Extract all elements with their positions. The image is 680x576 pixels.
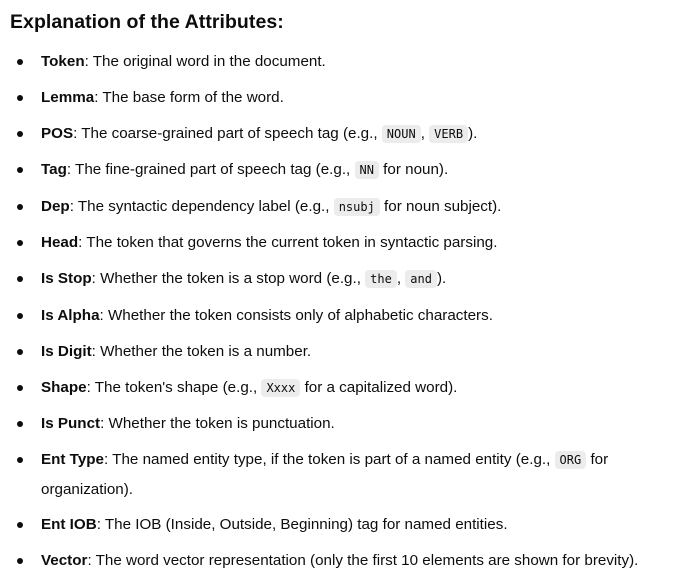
bullet-icon	[17, 240, 23, 246]
section-heading: Explanation of the Attributes:	[10, 11, 284, 33]
attribute-description: : Whether the token is a stop word (e.g.,	[91, 270, 366, 287]
inline-code: and	[405, 270, 437, 288]
attribute-term: Ent Type	[41, 451, 105, 468]
bullet-icon	[17, 421, 23, 427]
list-item-text	[41, 301, 493, 330]
bullet-icon	[17, 204, 23, 210]
list-item-text	[41, 264, 446, 294]
attribute-term: Is Stop	[41, 270, 92, 287]
inline-code: the	[365, 270, 397, 288]
bullet-icon	[17, 313, 23, 319]
attribute-description: : The fine-grained part of speech tag (e.g.,	[66, 161, 355, 178]
description-text: ,	[396, 270, 406, 287]
attribute-description: : Whether the token is a number.	[91, 343, 312, 360]
bullet-icon	[17, 349, 23, 355]
attribute-description: : The coarse-grained part of speech tag (e.g.,	[73, 125, 382, 142]
attribute-term: Is Punct	[41, 415, 101, 432]
bullet-icon	[17, 59, 23, 65]
attribute-description: : The base form of the word.	[94, 89, 284, 106]
inline-code: Xxxx	[261, 379, 300, 397]
attribute-term: Shape	[41, 379, 87, 396]
bullet-icon	[17, 276, 23, 282]
inline-code: ORG	[555, 451, 587, 469]
list-item-text	[41, 409, 335, 438]
attribute-description: : The token that governs the current token in syntactic parsing.	[78, 234, 498, 251]
description-text: ).	[468, 125, 478, 142]
attribute-description: : The named entity type, if the token is part of a named entity (e.g.,	[104, 451, 555, 468]
list-item-text	[41, 337, 311, 366]
list-item-text	[41, 228, 497, 257]
list-item-text	[41, 47, 326, 76]
attribute-term: Tag	[41, 161, 67, 178]
attribute-term: Ent IOB	[41, 516, 97, 533]
attribute-description: : Whether the token consists only of alphabetic characters.	[99, 307, 493, 324]
list-item-text	[41, 510, 508, 539]
list-item-text	[41, 83, 284, 112]
attribute-term: POS	[41, 125, 74, 142]
list-item-text	[41, 155, 448, 185]
bullet-icon	[17, 131, 23, 137]
inline-code: NOUN	[382, 125, 421, 143]
inline-code: NN	[355, 161, 379, 179]
bullet-icon	[17, 385, 23, 391]
bullet-icon	[17, 457, 23, 463]
description-text: for a capitalized word).	[300, 379, 458, 396]
description-text: for noun).	[378, 161, 449, 178]
attribute-description: : The token's shape (e.g.,	[86, 379, 262, 396]
list-item-text	[41, 119, 477, 149]
inline-code: VERB	[429, 125, 468, 143]
attribute-description: : The word vector representation (only the first 10 elements are shown for brevity).	[87, 552, 639, 569]
inline-code: nsubj	[334, 198, 380, 216]
attribute-term: Is Alpha	[41, 307, 100, 324]
description-text: for noun subject).	[379, 198, 502, 215]
attribute-description: : The original word in the document.	[84, 53, 326, 70]
bullet-icon	[17, 95, 23, 101]
bullet-icon	[17, 167, 23, 173]
attribute-term: Vector	[41, 552, 88, 569]
description-text: ).	[436, 270, 447, 287]
bullet-icon	[17, 522, 23, 528]
attribute-term: Token	[41, 53, 85, 70]
attribute-description: : The syntactic dependency label (e.g.,	[69, 198, 334, 215]
bullet-icon	[17, 558, 23, 564]
attribute-description: : Whether the token is punctuation.	[100, 415, 335, 432]
attribute-term: Is Digit	[41, 343, 92, 360]
attribute-description: : The IOB (Inside, Outside, Beginning) tag for named entities.	[96, 516, 508, 533]
list-item-text	[41, 445, 641, 504]
list-item-text	[41, 192, 501, 222]
description-text: ,	[420, 125, 430, 142]
description-text: for organization).	[41, 451, 609, 498]
list-item-text	[41, 546, 638, 575]
attribute-term: Dep	[41, 198, 70, 215]
attribute-term: Lemma	[41, 89, 95, 106]
attribute-term: Head	[41, 234, 79, 251]
list-item-text	[41, 373, 457, 403]
